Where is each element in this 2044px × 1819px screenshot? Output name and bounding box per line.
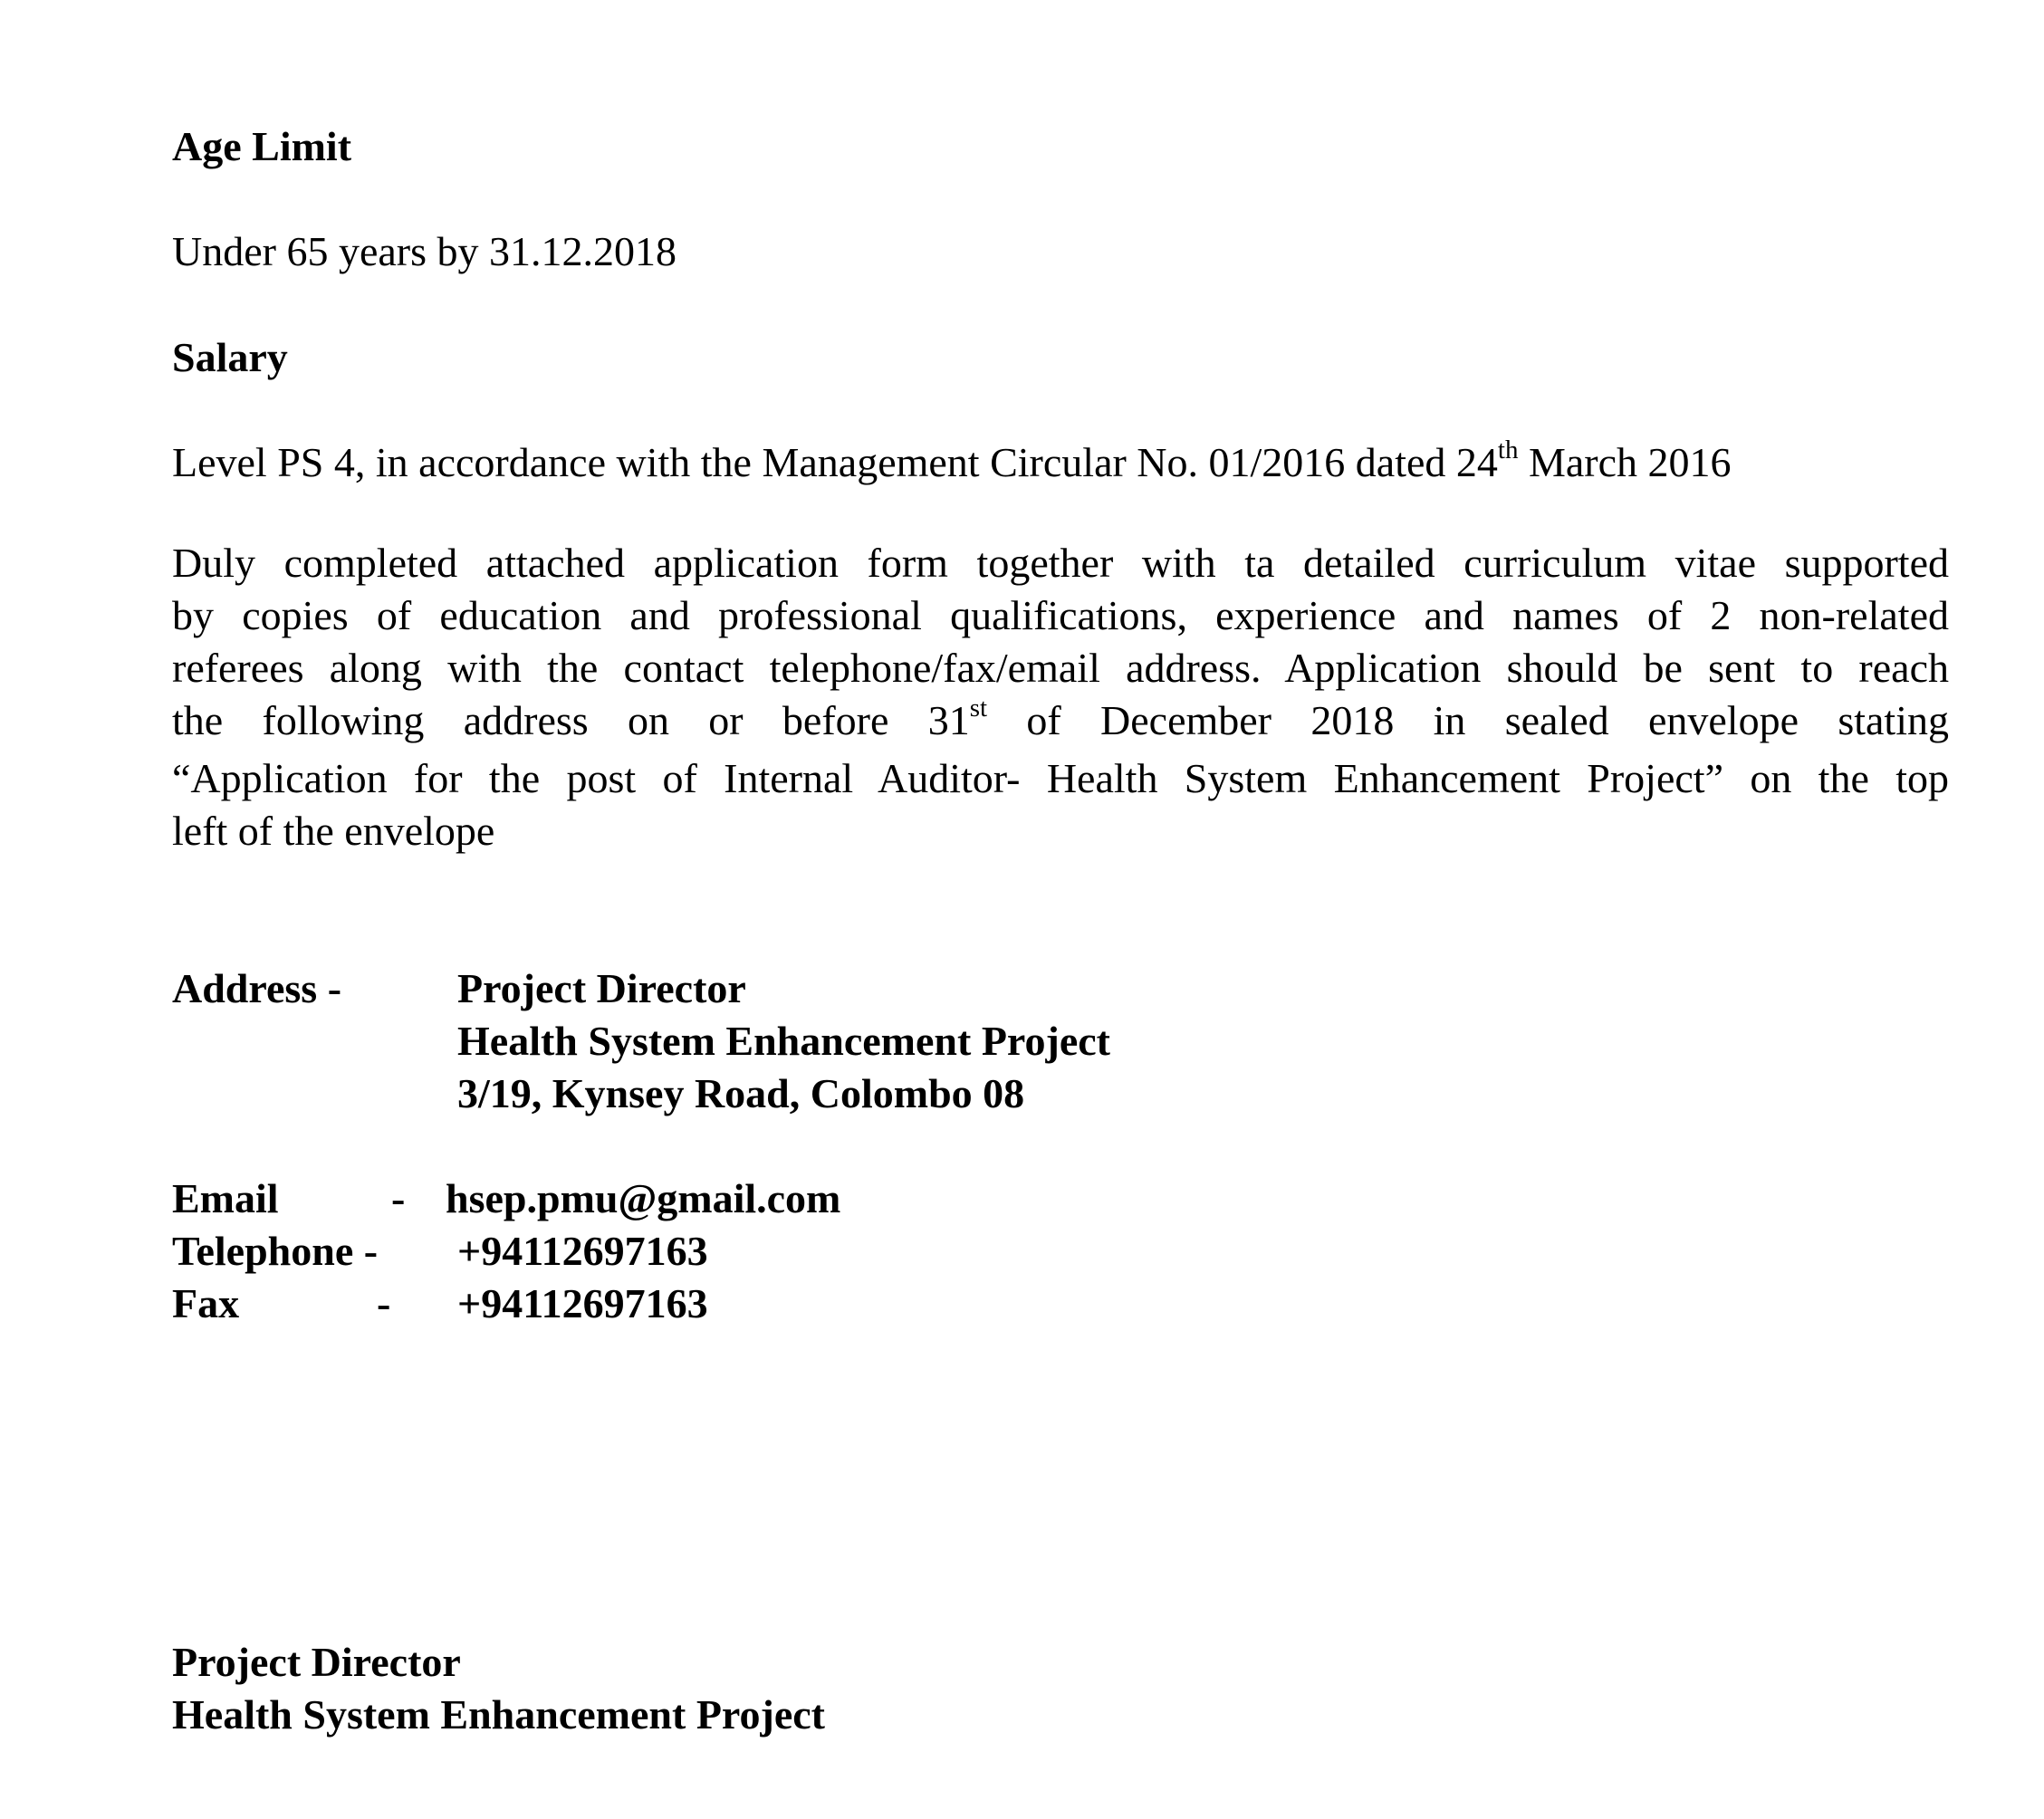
application-line-6: left of the envelope [172,808,495,854]
application-line-4-main: the following address on or before 31 [172,697,970,743]
age-limit-text: Under 65 years by 31.12.2018 [172,228,677,274]
application-paragraph [172,537,1949,857]
signature-title: Project Director [172,1639,461,1685]
application-line-5: “Application for the post of Internal Auditor- Health System Enhancement Project” on the top [172,755,1949,801]
application-line-3: referees along with the contact telephone/fax/email address. Application should be sent to reach [172,645,1949,691]
fax-label: Fax [172,1280,240,1326]
application-line-1: Duly completed attached application form together with ta detailed curriculum vitae supported [172,540,1949,586]
salary-text-end: March 2016 [1518,439,1732,485]
email-dash: - [391,1175,406,1221]
salary-text-main: Level PS 4, in accordance with the Management Circular No. 01/2016 dated 24 [172,439,1498,485]
salary-heading: Salary [172,334,288,380]
address-label: Address - [172,965,342,1011]
fax-value: +94112697163 [457,1280,708,1326]
address-line-3: 3/19, Kynsey Road, Colombo 08 [457,1070,1025,1116]
email-label: Email [172,1175,279,1221]
signature-organization: Health System Enhancement Project [172,1691,825,1738]
application-line-4 [172,694,1949,752]
email-value: hsep.pmu@gmail.com [446,1175,841,1221]
address-line-1: Project Director [457,965,746,1011]
telephone-value: +94112697163 [457,1228,708,1274]
fax-dash: - [377,1280,391,1326]
application-line-4-sup: st [969,694,988,723]
application-line-4-end: of December 2018 in sealed envelope stating [987,697,1949,743]
age-limit-heading: Age Limit [172,123,352,169]
telephone-label: Telephone - [172,1228,379,1274]
salary-text-sup: th [1497,436,1519,464]
address-line-2: Health System Enhancement Project [457,1018,1110,1064]
salary-text [172,436,1732,494]
application-line-2: by copies of education and professional qualifications, experience and names of 2 non-related [172,592,1949,638]
